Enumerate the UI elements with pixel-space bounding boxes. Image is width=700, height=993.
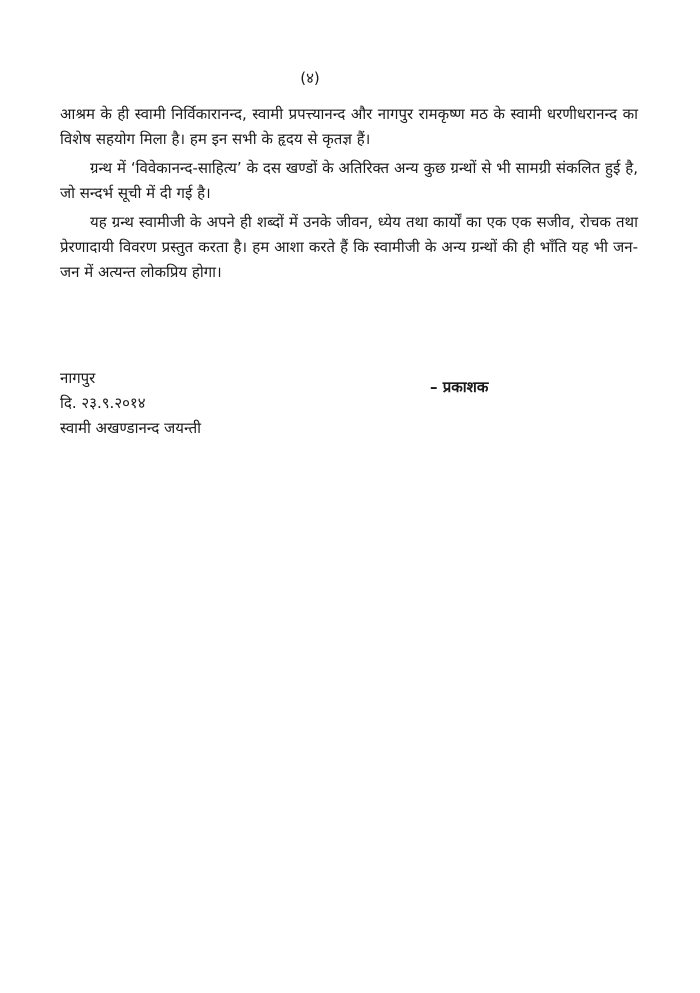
signoff-occasion: स्वामी अखण्डानन्द जयन्ती <box>60 419 202 437</box>
paragraph-sources: ग्रन्थ में ‘विवेकानन्द-साहित्य’ के दस खण्डों के अतिरिक्त अन्य कुछ ग्रन्थों से भी सामग्री संकलित हुई है, जो सन्दर्भ सूची में दी गई है। <box>60 159 638 202</box>
body-text <box>60 102 638 289</box>
paragraph-description: यह ग्रन्थ स्वामीजी के अपने ही शब्दों में उनके जीवन, ध्येय तथा कार्यों का एक एक सजीव, रोचक तथा प्रेरणादायी विवरण प्रस्तुत करता है। हम आशा करते हैं कि स्वामीजी के अन्य ग्रन्थों की ही भाँति यह भी जन-जन में अत्यन्त लोकप्रिय होगा। <box>60 213 639 281</box>
signoff-block <box>60 366 638 441</box>
publisher-signature: – प्रकाशक <box>430 378 489 396</box>
signoff-date: दि. २३.९.२०१४ <box>60 394 146 412</box>
paragraph-acknowledgement: आश्रम के ही स्वामी निर्विकारानन्द, स्वामी प्रपत्त्यानन्द और नागपुर रामकृष्ण मठ के स्वामी धरणीधरानन्द का विशेष सहयोग मिला है। हम इन सभी के हृदय से कृतज्ञ हैं। <box>60 105 638 148</box>
page-number: (४) <box>300 69 320 87</box>
signoff-place: नागपुर <box>60 369 96 387</box>
